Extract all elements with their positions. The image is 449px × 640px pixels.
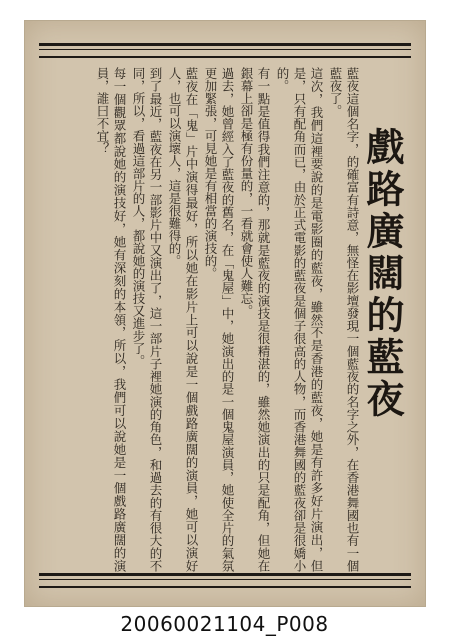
- magazine-page: [24, 20, 426, 607]
- paragraph-1: 藍夜這個名字，的確富有詩意，無怪在影壇發現一個藍夜的名字之外，在香港舞國也有一個藍夜了。: [328, 67, 360, 572]
- top-double-rule: [39, 43, 411, 58]
- paragraph-3: 有一點是值得我們注意的，那就是藍夜的演技是很精湛的，雖然她演出的只是配角，但她在銀幕上卻是極有份量的，一看就會使人難忘。: [239, 67, 271, 572]
- article-title: 戲路廣闊的藍夜: [360, 127, 405, 421]
- paragraph-6: 到了最近，藍夜在另一部影片中又演出了，這一部片子裡她演的角色，和過去的有很大的不同，所以，看過這部片的人，都說她的演技又進步了。: [131, 67, 163, 572]
- paragraph-2: 這次，我們這裡要說的是電影圈的藍夜，雖然不是香港的藍夜，她是有許多好片演出，但是，只有配角而已，由於正式電影的藍夜是個子很高的人物，而香港舞國的藍夜卻是很嬌小的。: [275, 67, 324, 572]
- paragraph-5: 藍夜在「鬼」片中演得最好，所以她在影片上可以說是一個戲路廣闊的演員，她可以演好人，也可以演壞人，這是很難得的。: [167, 67, 199, 572]
- article-body: [59, 67, 361, 572]
- paragraph-7: 每一個觀眾都說她的演技好，她有深刻的本領，所以，我們可以說她是一個戲路廣闊的演員，誰曰不宜？: [95, 67, 127, 572]
- title-box: [353, 127, 411, 487]
- paragraph-4: 過去，她曾經入了藍夜的舊名，在「鬼屋」中，她演出的是一個鬼屋演員，她使全片的氣氛更加緊張，可見她是有相當的演技的。: [203, 67, 235, 572]
- bottom-double-rule: [39, 573, 411, 588]
- archive-id-caption: 20060021104_P008: [120, 612, 329, 636]
